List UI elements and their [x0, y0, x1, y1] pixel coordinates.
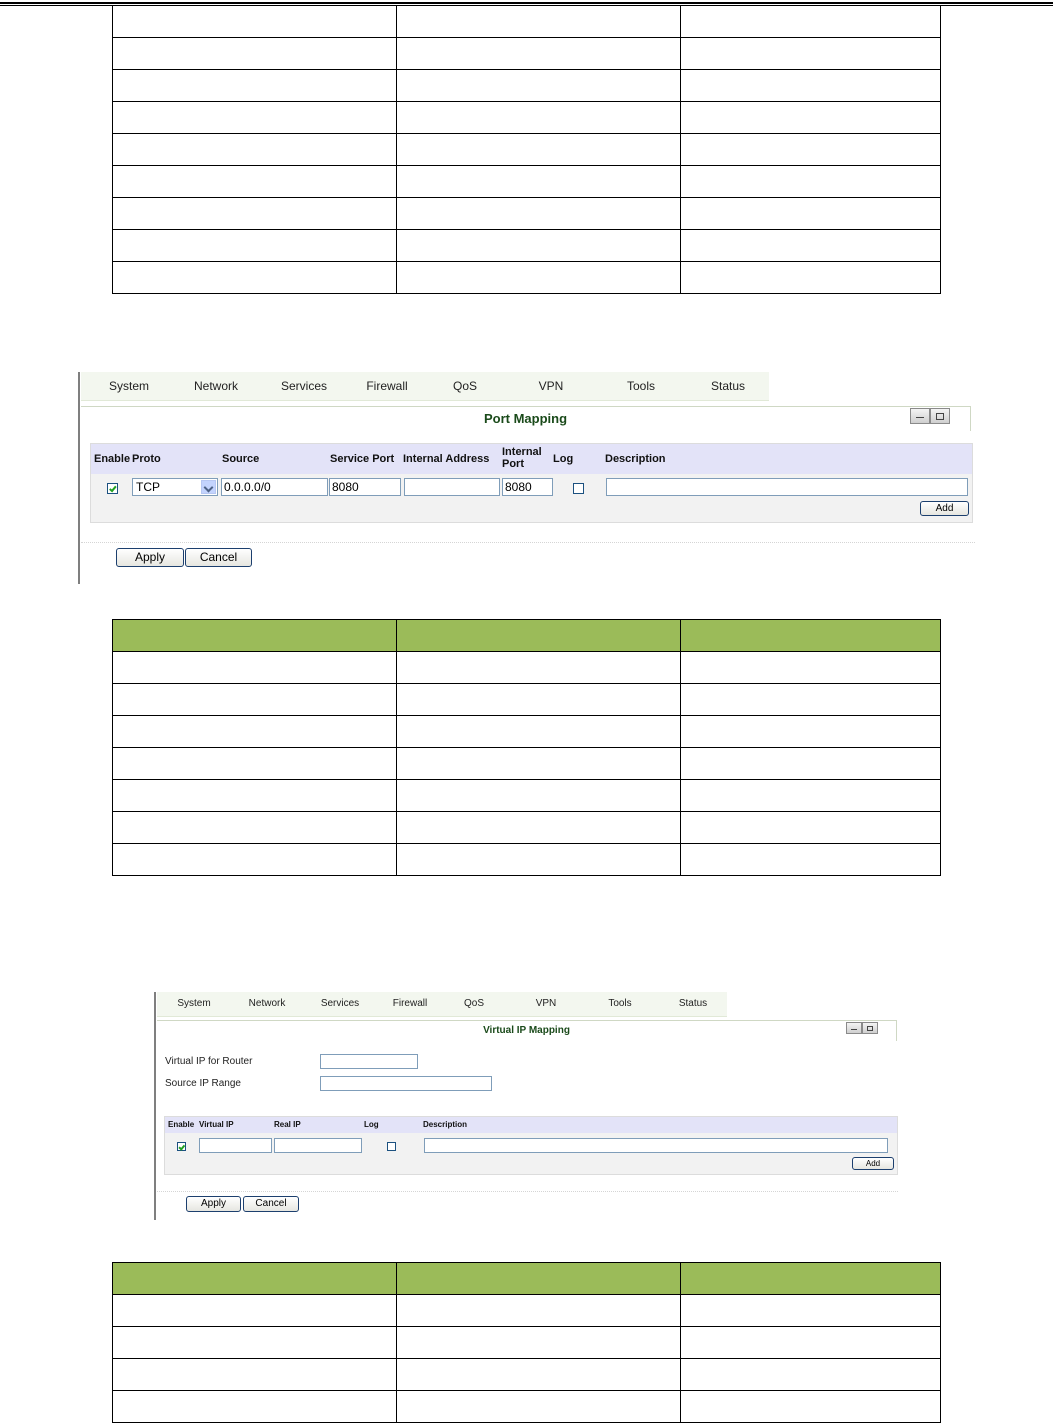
panel-titlebar: [81, 406, 971, 431]
grid-header: [165, 1117, 897, 1133]
virtual-ip-label: Virtual IP for Router: [165, 1056, 253, 1067]
menu-status[interactable]: Status: [678, 998, 708, 1009]
col-virtual-ip: Virtual IP: [199, 1120, 234, 1129]
col-internal-address: Internal Address: [403, 453, 490, 465]
doc-table-3: [112, 1262, 941, 1423]
table-row: [113, 1359, 941, 1391]
col-description: Description: [423, 1120, 468, 1129]
menu-firewall[interactable]: Firewall: [366, 379, 408, 393]
col-service-port: Service Port: [330, 453, 395, 465]
panel-left-border: [154, 992, 156, 1220]
description-input[interactable]: [424, 1138, 888, 1153]
menu-qos[interactable]: QoS: [463, 998, 484, 1009]
table-row: [113, 134, 941, 166]
doc-table-2: [112, 619, 941, 876]
table-row: [113, 684, 941, 716]
description-input[interactable]: [606, 478, 968, 496]
virtual-ip-field[interactable]: [199, 1138, 272, 1153]
apply-button[interactable]: Apply: [116, 548, 184, 567]
table-row: [113, 230, 941, 262]
table-row: [113, 1391, 941, 1423]
table-row: [113, 1295, 941, 1327]
col-log: Log: [364, 1120, 379, 1129]
proto-select-value: TCP: [136, 480, 160, 494]
port-mapping-panel: [78, 372, 978, 584]
apply-button[interactable]: Apply: [186, 1196, 241, 1212]
table-row: [113, 748, 941, 780]
service-port-input[interactable]: 8080: [329, 478, 401, 496]
table-header-row: [113, 620, 941, 652]
table-row: [113, 780, 941, 812]
table-row: [113, 38, 941, 70]
col-proto: Proto: [132, 453, 161, 465]
header-rule-thick: [0, 2, 1053, 4]
table-row: [113, 70, 941, 102]
cancel-button[interactable]: Cancel: [185, 548, 252, 567]
internal-port-input[interactable]: 8080: [502, 478, 553, 496]
col-enable: Enable: [168, 1120, 195, 1129]
source-input[interactable]: 0.0.0.0/0: [221, 478, 328, 496]
main-menu: [157, 992, 727, 1017]
col-description: Description: [605, 453, 666, 465]
window-buttons: [910, 408, 950, 424]
table-row: [113, 166, 941, 198]
table-row: [113, 198, 941, 230]
chevron-down-icon[interactable]: [201, 480, 216, 494]
panel-titlebar: [157, 1020, 897, 1041]
menu-firewall[interactable]: Firewall: [392, 998, 428, 1009]
mapping-grid: [164, 1116, 898, 1175]
menu-vpn[interactable]: VPN: [535, 998, 557, 1009]
log-checkbox[interactable]: [573, 483, 584, 494]
col-enable: Enable: [94, 453, 131, 465]
minimize-icon[interactable]: [846, 1022, 862, 1034]
menu-qos[interactable]: QoS: [452, 379, 477, 393]
menu-services[interactable]: Services: [320, 998, 360, 1009]
proto-select[interactable]: [132, 478, 218, 496]
grid-header: [91, 444, 972, 474]
divider: [157, 1191, 898, 1192]
source-ip-range-input[interactable]: [320, 1076, 492, 1091]
table-row: [113, 844, 941, 876]
col-log: Log: [553, 453, 574, 465]
minimize-icon[interactable]: [910, 408, 930, 424]
col-real-ip: Real IP: [274, 1120, 301, 1129]
panel-left-border: [78, 372, 80, 584]
virtual-ip-mapping-panel: [154, 992, 900, 1220]
divider: [81, 542, 975, 543]
page-title: Port Mapping: [483, 411, 568, 426]
menu-network[interactable]: Network: [248, 998, 286, 1009]
maximize-icon[interactable]: [930, 408, 950, 424]
maximize-icon[interactable]: [862, 1022, 878, 1034]
col-source: Source: [222, 453, 260, 465]
menu-tools[interactable]: Tools: [608, 998, 632, 1009]
menu-status[interactable]: Status: [710, 379, 746, 393]
log-checkbox[interactable]: [387, 1142, 396, 1151]
enable-checkbox[interactable]: [177, 1142, 186, 1151]
doc-table-1: [112, 5, 941, 294]
table-row: [113, 1327, 941, 1359]
window-buttons: [846, 1022, 878, 1034]
cancel-button[interactable]: Cancel: [243, 1196, 299, 1212]
menu-vpn[interactable]: VPN: [538, 379, 564, 393]
add-button[interactable]: Add: [852, 1157, 894, 1170]
table-row: [113, 262, 941, 294]
main-menu: [81, 372, 769, 401]
table-row: [113, 6, 941, 38]
col-internal-port: Internal Port: [502, 446, 542, 470]
table-row: [113, 652, 941, 684]
virtual-ip-input[interactable]: [320, 1054, 418, 1069]
source-ip-range-label: Source IP Range: [165, 1078, 241, 1089]
internal-address-input[interactable]: [404, 478, 500, 496]
table-row: [113, 102, 941, 134]
real-ip-field[interactable]: [274, 1138, 362, 1153]
menu-tools[interactable]: Tools: [626, 379, 655, 393]
enable-checkbox[interactable]: [107, 483, 118, 494]
menu-system[interactable]: System: [177, 998, 211, 1009]
menu-system[interactable]: System: [108, 379, 149, 393]
menu-network[interactable]: Network: [193, 379, 238, 393]
table-header-row: [113, 1263, 941, 1295]
mapping-grid: [90, 443, 973, 523]
table-row: [113, 812, 941, 844]
add-button[interactable]: Add: [920, 501, 969, 516]
menu-services[interactable]: Services: [280, 379, 327, 393]
page-title: Virtual IP Mapping: [483, 1025, 570, 1036]
table-row: [113, 716, 941, 748]
